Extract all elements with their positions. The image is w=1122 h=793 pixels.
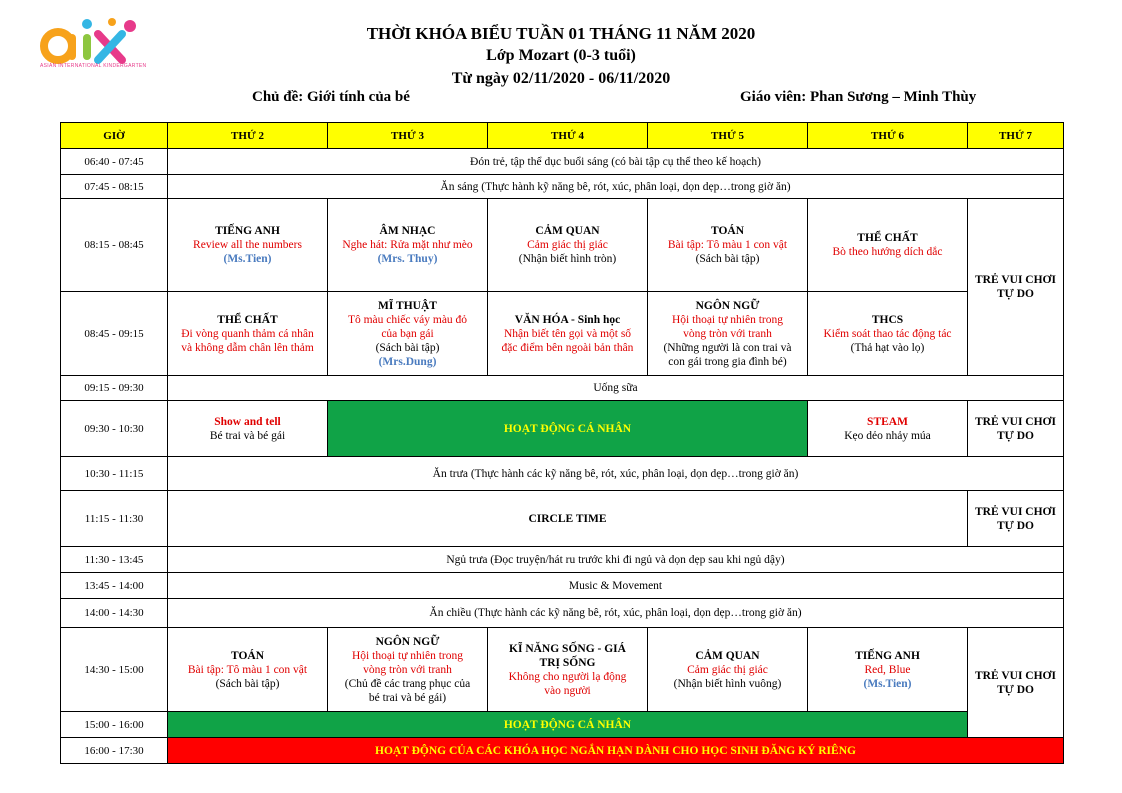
activity-detail: Tô màu chiếc váy màu đỏ bbox=[347, 313, 468, 326]
subject-label: THỂ CHẤT bbox=[217, 313, 278, 326]
table-row bbox=[61, 149, 1064, 175]
subject-label: TOÁN bbox=[230, 649, 265, 662]
activity-detail: của bạn gái bbox=[381, 327, 434, 340]
time-cell: 14:30 - 15:00 bbox=[61, 628, 168, 712]
time-cell: 13:45 - 14:00 bbox=[61, 573, 168, 599]
activity-cell bbox=[808, 628, 968, 712]
subject-label: Show and tell bbox=[214, 415, 281, 428]
activity-note: Kẹo dẻo nhảy múa bbox=[844, 429, 931, 442]
activity-note: (Sách bài tập) bbox=[695, 253, 760, 265]
subject-label: CẢM QUAN bbox=[695, 649, 760, 662]
activity-note: (Sách bài tập) bbox=[215, 677, 280, 690]
table-row bbox=[61, 376, 1064, 401]
table-row bbox=[61, 401, 1064, 457]
subject-label: VĂN HÓA - Sinh học bbox=[514, 313, 621, 326]
activity-detail: Bài tập: Tô màu 1 con vật bbox=[667, 239, 788, 251]
activity-cell bbox=[808, 292, 968, 376]
time-cell: 16:00 - 17:30 bbox=[61, 738, 168, 764]
time-cell: 08:15 - 08:45 bbox=[61, 199, 168, 292]
activity-note: Bé trai và bé gái bbox=[209, 429, 286, 442]
time-cell: 08:45 - 09:15 bbox=[61, 292, 168, 376]
activity-note: (Những người là con trai và bbox=[663, 341, 792, 354]
activity-detail: và không dẫm chân lên thảm bbox=[181, 341, 314, 354]
time-cell: 07:45 - 08:15 bbox=[61, 175, 168, 199]
time-cell: 11:15 - 11:30 bbox=[61, 491, 168, 547]
activity-cell bbox=[488, 199, 648, 292]
logo-subtitle: ASIAN INTERNATIONAL KINDERGARTEN bbox=[40, 63, 147, 69]
subject-label: THCS bbox=[871, 313, 904, 326]
subject-label: THỂ CHẤT bbox=[857, 232, 918, 244]
activity-cell bbox=[648, 199, 808, 292]
activity-detail: Bài tập: Tô màu 1 con vật bbox=[187, 663, 308, 676]
class-name: Lớp Mozart (0-3 tuổi) bbox=[486, 47, 636, 64]
activity-cell bbox=[488, 628, 648, 712]
time-cell: 15:00 - 16:00 bbox=[61, 712, 168, 738]
activity-cell: Đón trẻ, tập thể dục buổi sáng (có bài tập cụ thể theo kế hoạch) bbox=[168, 149, 1064, 175]
col-header-fri: THỨ 6 bbox=[808, 123, 968, 149]
activity-cell bbox=[168, 292, 328, 376]
table-row bbox=[61, 628, 1064, 712]
date-range: Từ ngày 02/11/2020 - 06/11/2020 bbox=[451, 70, 671, 87]
activity-detail: Nhận biết tên gọi và một số bbox=[503, 327, 632, 340]
activity-cell: Ngủ trưa (Đọc truyện/hát ru trước khi đi ngủ và dọn dẹp sau khi ngủ dậy) bbox=[168, 547, 1064, 573]
activity-detail: Cảm giác thị giác bbox=[527, 239, 608, 251]
page-title: THỜI KHÓA BIỂU TUẦN 01 THÁNG 11 NĂM 2020 bbox=[366, 24, 756, 43]
circle-time-cell: CIRCLE TIME bbox=[168, 491, 968, 547]
short-course-cell: HOẠT ĐỘNG CỦA CÁC KHÓA HỌC NGẮN HẠN DÀNH CHO HỌC SINH ĐĂNG KÝ RIÊNG bbox=[168, 738, 1064, 764]
subject-label: TOÁN bbox=[710, 225, 745, 237]
activity-detail: Đi vòng quanh thảm cá nhân bbox=[181, 327, 314, 340]
activity-note: (Chủ đề các trang phục của bbox=[344, 677, 471, 690]
free-play-cell: TRẺ VUI CHƠI TỰ DO bbox=[968, 401, 1064, 457]
activity-cell bbox=[328, 628, 488, 712]
table-row bbox=[61, 599, 1064, 628]
timetable bbox=[60, 122, 1064, 764]
time-cell: 14:00 - 14:30 bbox=[61, 599, 168, 628]
activity-cell: Ăn sáng (Thực hành kỹ năng bê, rót, xúc, phân loại, dọn dẹp…trong giờ ăn) bbox=[168, 175, 1064, 199]
activity-cell bbox=[648, 292, 808, 376]
table-row bbox=[61, 457, 1064, 491]
subject-label: KĨ NĂNG SỐNG - GIÁ bbox=[509, 642, 626, 655]
col-header-sat: THỨ 7 bbox=[968, 123, 1064, 149]
col-header-wed: THỨ 4 bbox=[488, 123, 648, 149]
activity-detail: vào người bbox=[544, 684, 591, 697]
activity-note: (Sách bài tập) bbox=[375, 341, 440, 354]
table-row bbox=[61, 738, 1064, 764]
table-row bbox=[61, 712, 1064, 738]
table-row bbox=[61, 573, 1064, 599]
table-row bbox=[61, 292, 1064, 376]
time-cell: 10:30 - 11:15 bbox=[61, 457, 168, 491]
activity-cell: Music & Movement bbox=[168, 573, 1064, 599]
activity-cell bbox=[648, 628, 808, 712]
subject-label: TRỊ SỐNG bbox=[539, 656, 596, 669]
table-row bbox=[61, 199, 1064, 292]
activity-note: (Thả hạt vào lọ) bbox=[850, 341, 925, 354]
activity-detail: Bò theo hướng dích dắc bbox=[832, 246, 943, 258]
activity-cell: Ăn trưa (Thực hành các kỹ năng bê, rót, xúc, phân loại, dọn dẹp…trong giờ ăn) bbox=[168, 457, 1064, 491]
activity-detail: Hội thoại tự nhiên trong bbox=[672, 313, 783, 326]
free-play-cell: TRẺ VUI CHƠI TỰ DO bbox=[968, 628, 1064, 738]
time-cell: 06:40 - 07:45 bbox=[61, 149, 168, 175]
activity-detail: Cảm giác thị giác bbox=[687, 663, 768, 676]
col-header-mon: THỨ 2 bbox=[168, 123, 328, 149]
table-row bbox=[61, 175, 1064, 199]
activity-detail: vòng tròn với tranh bbox=[363, 663, 452, 676]
activity-detail: Hội thoại tự nhiên trong bbox=[352, 649, 463, 662]
topic: Chủ đề: Giới tính của bé bbox=[252, 89, 410, 105]
activity-cell bbox=[808, 199, 968, 292]
activity-detail: Kiểm soát thao tác động tác bbox=[823, 327, 952, 340]
individual-activity-cell: HOẠT ĐỘNG CÁ NHÂN bbox=[328, 401, 808, 457]
activity-cell bbox=[168, 628, 328, 712]
activity-cell bbox=[488, 292, 648, 376]
col-header-thu: THỨ 5 bbox=[648, 123, 808, 149]
table-row bbox=[61, 547, 1064, 573]
subject-label: NGÔN NGỮ bbox=[375, 635, 440, 648]
activity-note: (Nhận biết hình vuông) bbox=[673, 677, 782, 690]
subject-label: ÂM NHẠC bbox=[379, 225, 436, 237]
teacher-label: (Ms.Tien) bbox=[223, 253, 272, 265]
activity-detail: Không cho người lạ động bbox=[508, 670, 627, 683]
activity-cell bbox=[168, 401, 328, 457]
time-cell: 09:15 - 09:30 bbox=[61, 376, 168, 401]
col-header-tue: THỨ 3 bbox=[328, 123, 488, 149]
activity-note: con gái trong gia đình bé) bbox=[668, 355, 787, 368]
teacher-label: (Mrs. Thuy) bbox=[377, 253, 438, 265]
time-cell: 11:30 - 13:45 bbox=[61, 547, 168, 573]
activity-detail: Red, Blue bbox=[864, 663, 911, 676]
subject-label: TIẾNG ANH bbox=[855, 649, 920, 662]
activity-cell: Uống sữa bbox=[168, 376, 1064, 401]
subject-label: MĨ THUẬT bbox=[378, 299, 437, 312]
free-play-cell: TRẺ VUI CHƠI TỰ DO bbox=[968, 199, 1064, 376]
table-header-row bbox=[61, 123, 1064, 149]
teacher-label: (Ms.Tien) bbox=[863, 677, 912, 690]
activity-cell bbox=[168, 199, 328, 292]
teacher: Giáo viên: Phan Sương – Minh Thùy bbox=[740, 89, 977, 105]
free-play-cell: TRẺ VUI CHƠI TỰ DO bbox=[968, 491, 1064, 547]
subject-label: CẢM QUAN bbox=[535, 225, 600, 237]
activity-detail: đặc điểm bên ngoài bản thân bbox=[501, 341, 634, 354]
activity-cell: Ăn chiều (Thực hành các kỹ năng bê, rót, xúc, phân loại, dọn dẹp…trong giờ ăn) bbox=[168, 599, 1064, 628]
activity-detail: vòng tròn với tranh bbox=[683, 327, 772, 340]
time-cell: 09:30 - 10:30 bbox=[61, 401, 168, 457]
table-row bbox=[61, 491, 1064, 547]
subject-label: TIẾNG ANH bbox=[215, 225, 280, 237]
activity-detail: Review all the numbers bbox=[193, 239, 302, 251]
activity-cell bbox=[808, 401, 968, 457]
activity-detail: Nghe hát: Rửa mặt như mèo bbox=[342, 239, 473, 251]
subject-label: STEAM bbox=[867, 415, 908, 428]
subject-label: NGÔN NGỮ bbox=[695, 299, 760, 312]
activity-note: (Nhận biết hình tròn) bbox=[518, 253, 617, 265]
activity-cell bbox=[328, 292, 488, 376]
individual-activity-cell: HOẠT ĐỘNG CÁ NHÂN bbox=[168, 712, 968, 738]
teacher-label: (Mrs.Dung) bbox=[378, 355, 437, 368]
col-header-time: GIỜ bbox=[61, 123, 168, 149]
activity-note: bé trai và bé gái) bbox=[368, 691, 447, 704]
activity-cell bbox=[328, 199, 488, 292]
